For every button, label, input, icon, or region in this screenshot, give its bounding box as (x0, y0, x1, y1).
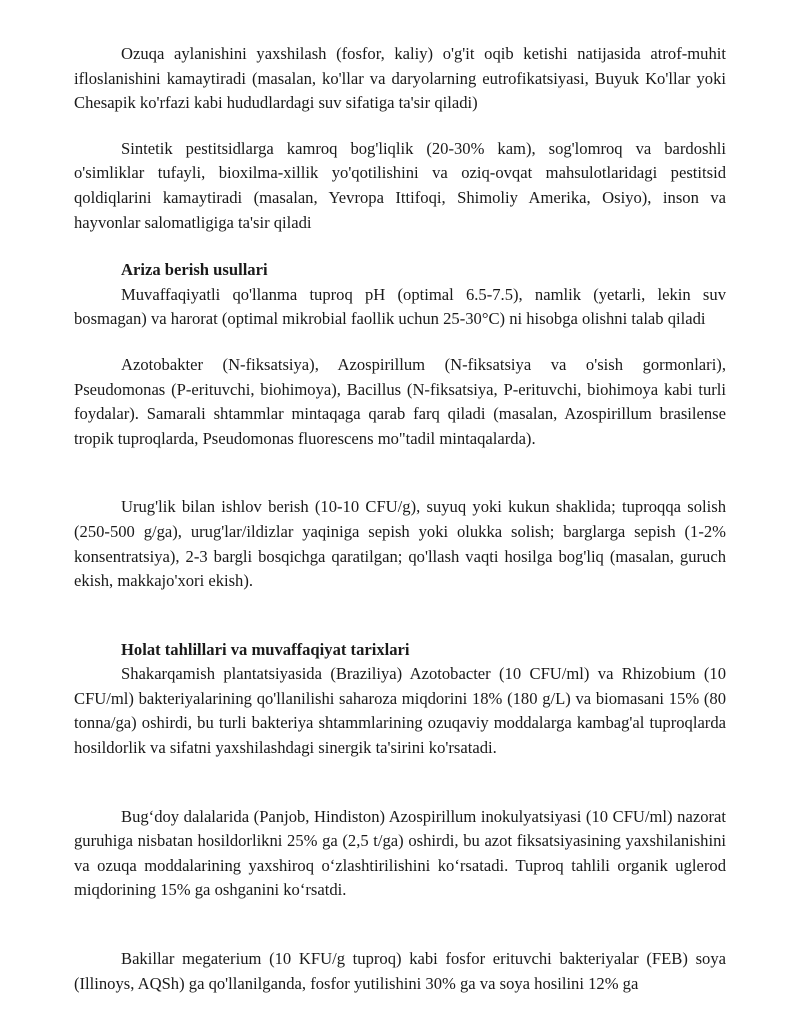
paragraph-soybean-case: Bakillar megaterium (10 KFU/g tuproq) kabi fosfor erituvchi bakteriyalar (FEB) soya (Illinoys, AQSh) ga qo'llanilganda, fosfor yutilishini 30% ga va soya hosilini 12% ga (74, 949, 726, 993)
paragraph-spacer (74, 761, 726, 805)
paragraph-spacer (74, 451, 726, 495)
paragraph-spacer (74, 594, 726, 638)
paragraph-pesticide-reduction: Sintetik pestitsidlarga kamroq bog'liqlik (20-30% kam), sog'lomroq va bardoshli o'simliklar tufayli, bioxilma-xillik yo'qotilishini va oziq-ovqat mahsulotlaridagi pestitsid qoldiqlarini kamaytiradi (masalan, Yevropa Ittifoqi, Shimoliy Amerika, Osiyo), inson va hayvonlar salomatligiga ta'sir qiladi (74, 138, 726, 232)
section-heading-case-studies: Holat tahlillari va muvaffaqiyat tarixlari (121, 639, 410, 659)
paragraph-sugarcane-case: Shakarqamish plantatsiyasida (Braziliya) Azotobacter (10 CFU/ml) va Rhizobium (10 CFU/ml) bakteriyalarining qo'llanilishi saharoza miqdorini 18% (180 g/L) va biomasani 15% (80 tonna/ga) oshirdi, bu turli bakteriya shtammlarining ozuqaviy moddalarga kambag'al tuproqlarda hosildorlik va sifatni yaxshilashdagi sinergik ta'sirini ko'rsatadi. (74, 664, 726, 758)
paragraph-spacer (74, 116, 726, 137)
paragraph-bacterial-strains: Azotobakter (N-fiksatsiya), Azospirillum (N-fiksatsiya va o'sish gormonlari), Pseudomonas (P-erituvchi, biohimoya), Bacillus (N-fiksatsiya, P-erituvchi, biohimoya kabi turli foydalar). Samarali shtammlar mintaqaga qarab farq qiladi (masalan, Azospirillum brasilense tropik tuproqlarda, Pseudomonas fluorescens mo"tadil mintaqalarda). (74, 354, 726, 448)
paragraph-wheat-case: Bug‘doy dalalarida (Panjob, Hindiston) Azospirillum inokulyatsiyasi (10 CFU/ml) nazorat guruhiga nisbatan hosildorlikni 25% ga (2,5 t/ga) oshirdi, bu azot fiksatsiyasining yaxshilanishini va ozuqa moddalarining yaxshiroq o‘zlashtirilishini ko‘rsatadi. Tuproq tahlili organik uglerod miqdorining 15% ga oshganini ko‘rsatdi. (74, 806, 726, 900)
paragraph-spacer (74, 903, 726, 947)
document-page (74, 42, 726, 996)
paragraph-soil-conditions: Muvaffaqiyatli qo'llanma tuproq pH (optimal 6.5-7.5), namlik (yetarli, lekin suv bosmagan) va harorat (optimal mikrobial faollik uchun 25-30°C) ni hisobga olishni talab qiladi (74, 284, 726, 329)
section-heading-application-methods: Ariza berish usullari (121, 260, 268, 280)
paragraph-spacer (74, 332, 726, 353)
paragraph-nutrient-cycling: Ozuqa aylanishini yaxshilash (fosfor, kaliy) o'g'it oqib ketishi natijasida atrof-muhit ifloslanishini kamaytiradi (masalan, ko'llar va daryolarning eutrofikatsiyasi, Buyuk Ko'llar yoki Chesapik ko'rfazi kabi hududlardagi suv sifatiga ta'sir qiladi) (74, 44, 726, 113)
paragraph-seed-treatment: Urug'lik bilan ishlov berish (10-10 CFU/g), suyuq yoki kukun shaklida; tuproqqa solish (250-500 g/ga), urug'lar/ildizlar yaqiniga sepish yoki olukka solish; barglarga sepish (1-2% konsentratsiya), 2-3 bargli bosqichga qaratilgan; qo'llash vaqti hosilga bog'liq (masalan, guruch ekish, makkajo'xori ekish). (74, 497, 726, 591)
paragraph-spacer (74, 235, 726, 258)
